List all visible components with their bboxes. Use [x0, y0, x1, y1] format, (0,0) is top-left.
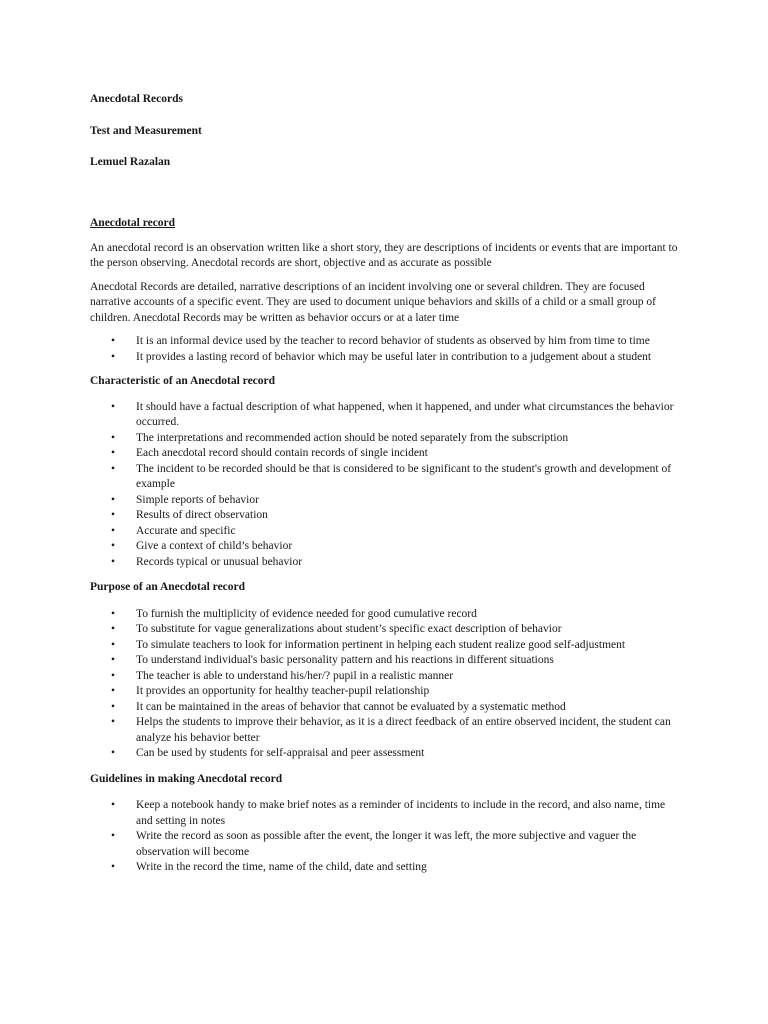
- section-heading-guidelines: Guidelines in making Anecdotal record: [90, 772, 283, 785]
- list-item: • It should have a factual description of what happened, when it happened, and under what circumstances the behavior occurred.: [111, 400, 674, 428]
- list-item: • Give a context of child’s behavior: [90, 539, 680, 555]
- document-author: Lemuel Razalan: [90, 156, 171, 168]
- bullet-icon: •: [111, 669, 116, 682]
- bullet-list-guidelines: [90, 798, 680, 876]
- bullet-icon: •: [111, 493, 116, 506]
- bullet-icon: •: [111, 638, 116, 651]
- bullet-icon: •: [111, 700, 116, 713]
- bullet-icon: •: [111, 509, 116, 521]
- list-item: • Records typical or unusual behavior: [90, 555, 680, 571]
- bullet-icon: •: [111, 654, 116, 666]
- section-heading-characteristic: Characteristic of an Anecdotal record: [90, 375, 276, 387]
- list-item: • Accurate and specific: [90, 524, 680, 540]
- bullet-icon: •: [111, 524, 116, 537]
- list-item: • Simple reports of behavior: [90, 493, 680, 509]
- list-item: • To understand individual's basic personality pattern and his reactions in different situations: [90, 653, 680, 669]
- bullet-list-purpose: [90, 607, 680, 762]
- bullet-icon: •: [111, 462, 116, 475]
- list-item: • It provides an opportunity for healthy teacher-pupil relationship: [90, 684, 680, 700]
- list-item: • It can be maintained in the areas of behavior that cannot be evaluated by a systematic method: [90, 700, 680, 716]
- list-item: • Each anecdotal record should contain records of single incident: [90, 446, 680, 462]
- list-item: • Keep a notebook handy to make brief notes as a reminder of incidents to include in the record, and also name, time and setting in notes: [111, 799, 666, 827]
- list-item: • To furnish the multiplicity of evidence needed for good cumulative record: [90, 607, 680, 623]
- list-item: • Results of direct observation: [90, 508, 680, 524]
- list-item: • It is an informal device used by the teacher to record behavior of students as observed by him from time to time: [90, 334, 680, 350]
- bullet-icon: •: [111, 431, 116, 444]
- bullet-icon: •: [111, 350, 116, 363]
- bullet-icon: •: [111, 747, 116, 759]
- bullet-icon: •: [111, 540, 116, 552]
- list-item: • Can be used by students for self-appraisal and peer assessment: [90, 746, 680, 762]
- bullet-icon: •: [111, 607, 116, 620]
- bullet-icon: •: [111, 555, 116, 568]
- list-item: • To simulate teachers to look for information pertinent in helping each student realize good self-adjustment: [90, 638, 680, 654]
- bullet-icon: •: [111, 400, 116, 413]
- bullet-icon: •: [111, 623, 116, 635]
- bullet-list-intro: [90, 334, 680, 365]
- bullet-icon: •: [111, 335, 116, 347]
- list-item: • To substitute for vague generalizations about student’s specific exact description of behavior: [90, 622, 680, 638]
- paragraph-definition-1: An anecdotal record is an observation written like a short story, they are descriptions of incidents or events that are important to the person observing. Anecdotal records are short, objective and as accurate as possible: [90, 241, 678, 269]
- document-title: Anecdotal Records: [90, 93, 183, 105]
- list-item: • The incident to be recorded should be that is considered to be significant to the student's growth and development of example: [111, 462, 672, 490]
- bullet-icon: •: [111, 799, 116, 811]
- list-item: • It provides a lasting record of behavior which may be useful later in contribution to a judgement about a student: [90, 350, 680, 366]
- bullet-icon: •: [111, 861, 116, 873]
- list-item: • The interpretations and recommended action should be noted separately from the subscription: [90, 431, 680, 447]
- list-item: • Write the record as soon as possible after the event, the longer it was left, the more subjective and vaguer the observation will become: [111, 830, 637, 858]
- list-item: • The teacher is able to understand his/her/? pupil in a realistic manner: [90, 669, 680, 685]
- document-subject: Test and Measurement: [90, 125, 202, 137]
- section-heading-anecdotal-record: Anecdotal record: [90, 217, 176, 229]
- document-page: [90, 92, 680, 876]
- bullet-list-characteristic: [90, 400, 680, 571]
- list-item: • Write in the record the time, name of the child, date and setting: [90, 860, 680, 876]
- bullet-icon: •: [111, 447, 116, 459]
- bullet-icon: •: [111, 830, 116, 842]
- list-item: • Helps the students to improve their behavior, as it is a direct feedback of an entire observed incident, the student can analyze his behavior better: [111, 716, 671, 744]
- bullet-icon: •: [111, 716, 116, 728]
- paragraph-definition-2: Anecdotal Records are detailed, narrative descriptions of an incident involving one or several children. They are focused narrative accounts of a specific event. They are used to document unique behaviors and skills of a child or a small group of children. Anecdotal Records may be written as behavior occurs or at a later time: [90, 280, 656, 324]
- section-heading-purpose: Purpose of an Anecdotal record: [90, 581, 246, 593]
- bullet-icon: •: [111, 685, 116, 697]
